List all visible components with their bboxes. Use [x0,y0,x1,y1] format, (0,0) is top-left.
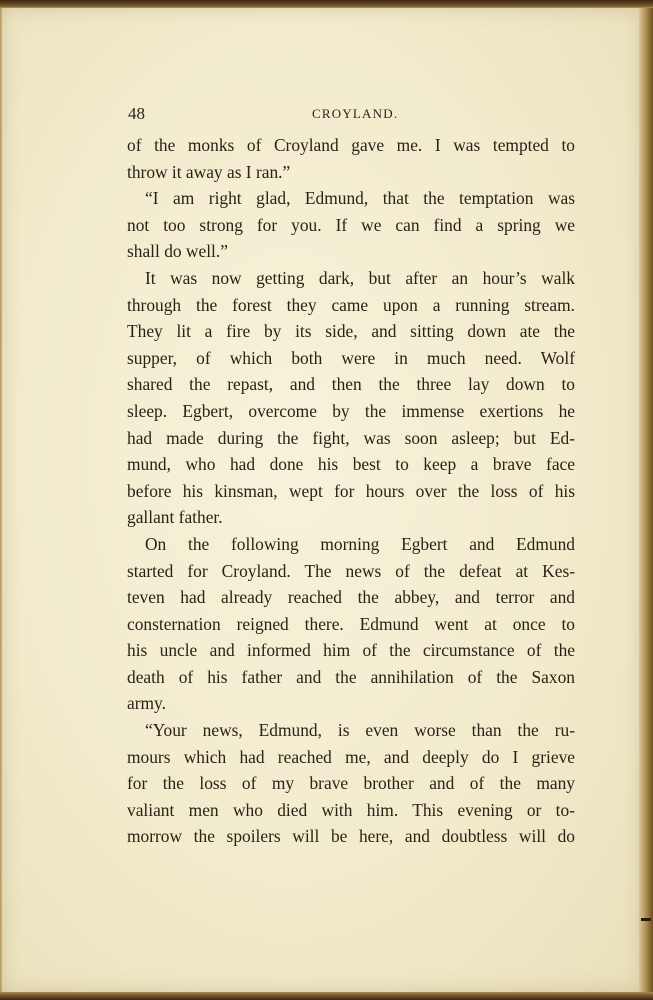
text-line: through the forest they came upon a running stream. [127,294,575,315]
text-line: shall do well.” [127,241,228,262]
text-line: his uncle and informed him of the circumstance of the [127,640,575,661]
text-line: mours which had reached me, and deeply do I grieve [127,746,575,767]
text-line: mund, who had done his best to keep a brave face [127,454,575,475]
text-line: for the loss of my brave brother and of the many [127,773,575,794]
text-line: not too strong for you. If we can find a spring we [127,214,575,235]
text-line: of the monks of Croyland gave me. I was tempted to [127,135,575,155]
text-line: sleep. Egbert, overcome by the immense exertions he [127,400,575,421]
text-line: They lit a fire by its side, and sitting down ate the [127,321,575,342]
text-line: “Your news, Edmund, is even worse than the ru- [145,720,575,741]
page-number: 48 [128,104,145,123]
text-line: It was now getting dark, but after an hour’s walk [145,267,575,288]
text-line: started for Croyland. The news of the defeat at Kes- [127,560,575,581]
book-spine [639,8,653,992]
spine-mark [641,918,651,921]
text-line: supper, of which both were in much need. Wolf [127,347,575,368]
text-line: consternation reigned there. Edmund went at once to [127,613,575,634]
text-line: morrow the spoilers will be here, and doubtless will do [127,826,575,847]
text-line: had made during the fight, was soon asleep; but Ed- [127,427,575,448]
text-line: teven had already reached the abbey, and terror and [127,587,575,608]
text-line: throw it away as I ran.” [127,161,291,182]
text-line: shared the repast, and then the three lay down to [127,374,575,395]
text-line: gallant father. [127,507,223,528]
text-line: On the following morning Egbert and Edmund [145,533,575,554]
text-line: before his kinsman, wept for hours over the loss of his [127,480,575,501]
text-line: “I am right glad, Edmund, that the temptation was [145,188,575,209]
running-title: CROYLAND. [312,106,399,121]
text-line: death of his father and the annihilation of the Saxon [127,666,575,687]
running-head [128,104,574,124]
text-line: army. [127,693,166,714]
text-line: valiant men who died with him. This evening or to- [127,799,575,820]
body-text [127,132,575,850]
